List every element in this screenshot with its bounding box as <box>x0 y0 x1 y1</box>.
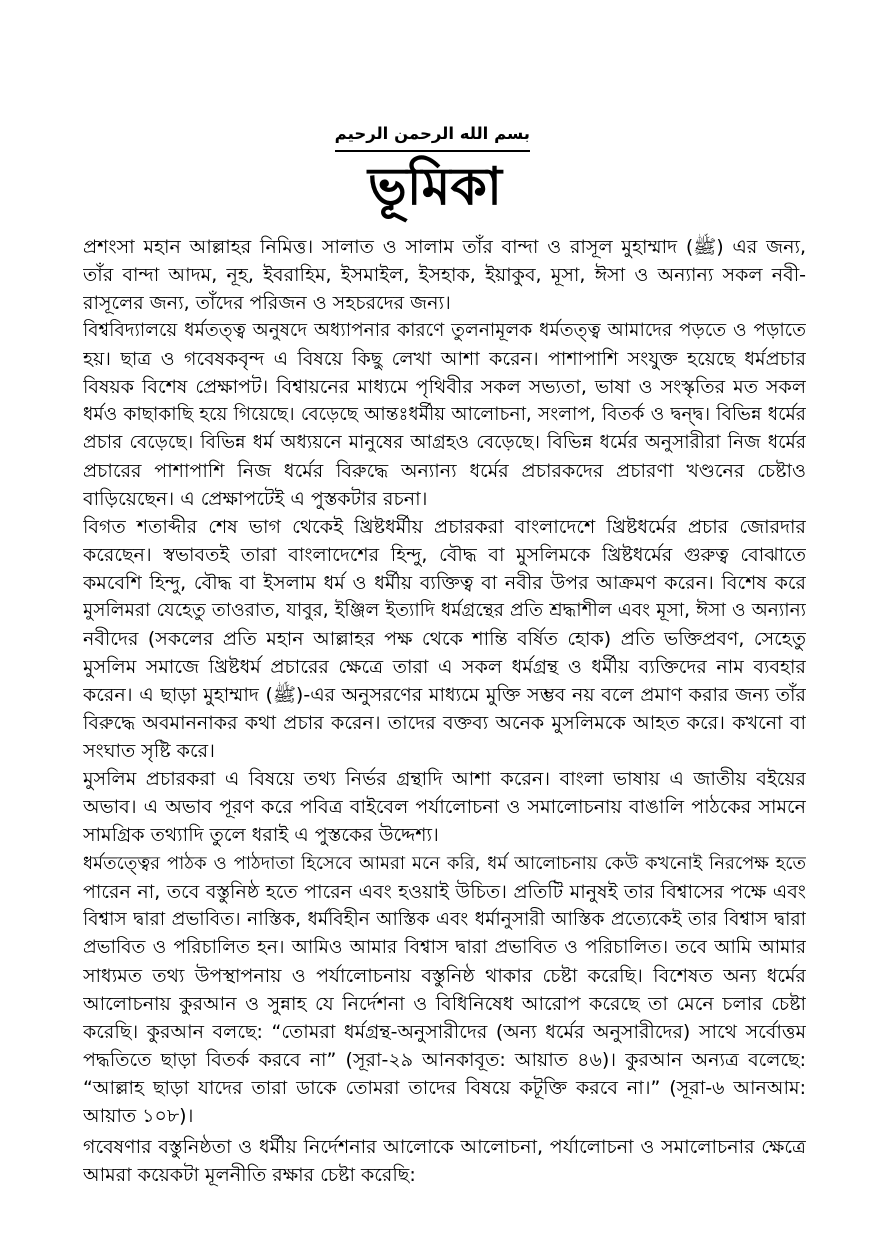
text-line: বিশ্বাস দ্বারা প্রভাবিত। নাস্তিক, ধর্মবিহীন আস্তিক এবং ধর্মানুসারী আস্তিক প্রত্যেকেই তার বিশ্বাস দ্বারা <box>83 909 806 930</box>
text-line: ধর্মতত্ত্বের পাঠক ও পাঠদাতা হিসেবে আমরা মনে করি, ধর্ম আলোচনায় কেউ কখনোই নিরপেক্ষ হতে <box>83 853 806 874</box>
text-line: “আল্লাহ ছাড়া যাদের তারা ডাকে তোমরা তাদের বিষয়ে কটূক্তি করবে না।” (সূরা-৬ আনআম: <box>83 1077 806 1099</box>
text-line: পারেন না, তবে বস্তুনিষ্ঠ হতে পারেন এবং হওয়াই উচিত। প্রতিটি মানুষই তার বিশ্বাসের পক্ষে এবং <box>83 881 806 903</box>
text-line: পদ্ধতিতে ছাড়া বিতর্ক করবে না” (সূরা-২৯ আনকাবূত: আয়াত ৪৬)। কুরআন অন্যত্র বলেছে: <box>83 1049 806 1071</box>
text-line: আয়াত ১০৮)। <box>83 1105 194 1127</box>
text-line: মুসলিমরা যেহেতু তাওরাত, যাবুর, ইঞ্জিল ইত্যাদি ধর্মগ্রন্থের প্রতি শ্রদ্ধাশীল এবং মূসা, ঈসা ও অন্যান্য <box>83 600 806 621</box>
text-line: অভাব। এ অভাব পূরণ করে পবিত্র বাইবেল পর্যালোচনা ও সমালোচনায় বাঙালি পাঠকের সামনে <box>83 796 806 818</box>
text-line: মুসলিম প্রচারকরা এ বিষয়ে তথ্য নির্ভর গ্রন্থাদি আশা করেন। বাংলা ভাষায় এ জাতীয় বইয়ের <box>83 768 806 790</box>
paragraph-3 <box>83 513 806 765</box>
text-line: নবীদের (সকলের প্রতি মহান আল্লাহর পক্ষ থেকে শান্তি বর্ষিত হোক) প্রতি ভক্তিপ্রবণ, সেহেতু <box>83 628 806 650</box>
paragraph-4 <box>83 765 806 849</box>
text-line: বিগত শতাব্দীর শেষ ভাগ থেকেই খ্রিষ্টধর্মীয় প্রচারকরা বাংলাদেশে খ্রিষ্টধর্মের প্রচার জোরদার <box>83 516 806 538</box>
text-line: গবেষণার বস্তুনিষ্ঠতা ও ধর্মীয় নির্দেশনার আলোকে আলোচনা, পর্যালোচনা ও সমালোচনার ক্ষেত্রে <box>83 1136 806 1158</box>
text-line: প্রভাবিত ও পরিচালিত হন। আমিও আমার বিশ্বাস দ্বারা প্রভাবিত ও পরিচালিত। তবে আমি আমার <box>83 937 806 958</box>
text-line: হয়। ছাত্র ও গবেষকবৃন্দ এ বিষয়ে কিছু লেখা আশা করেন। পাশাপাশি সংযুক্ত হয়েছে ধর্মপ্রচার <box>83 348 806 370</box>
text-line: সামগ্রিক তথ্যাদি তুলে ধরাই এ পুস্তকের উদ্দেশ্য। <box>83 824 439 846</box>
text-line: করেছি। কুরআন বলছে: “তোমরা ধর্মগ্রন্থ-অনুসারীদের (অন্য ধর্মের অনুসারীদের) সাথে সর্বোত্তম <box>83 1021 806 1043</box>
paragraph-1 <box>83 233 806 317</box>
text-line: রাসূলের জন্য, তাঁদের পরিজন ও সহচরদের জন্য। <box>83 292 451 314</box>
paragraph-2 <box>83 317 806 513</box>
text-line: আমরা কয়েকটা মূলনীতি রক্ষার চেষ্টা করেছি: <box>83 1164 416 1186</box>
text-line: বিশ্ববিদ্যালয়ে ধর্মতত্ত্ব অনুষদে অধ্যাপনার কারণে তুলনামূলক ধর্মতত্ত্ব আমাদের পড়তে ও পড়াতে <box>83 320 806 341</box>
text-line: বিরুদ্ধে অবমাননাকর কথা প্রচার করেন। তাদের বক্তব্য অনেক মুসলিমকে আহত করে। কখনো বা <box>83 712 806 734</box>
text-line: বাড়িয়েছেন। এ প্রেক্ষাপটেই এ পুস্তকটার রচনা। <box>83 488 428 510</box>
text-line: প্রচারের পাশাপাশি নিজ ধর্মের বিরুদ্ধে অন্যান্য ধর্মের প্রচারকদের প্রচারণা খণ্ডনের চেষ্টাও <box>83 460 806 482</box>
paragraph-5 <box>83 850 806 1130</box>
text-line: ধর্মও কাছাকাছি হয়ে গিয়েছে। বেড়েছে আন্তঃধর্মীয় আলোচনা, সংলাপ, বিতর্ক ও দ্বন্দ্ব। বিভিন্ন ধর্মের <box>83 404 806 425</box>
text-line: সংঘাত সৃষ্টি করে। <box>83 740 215 762</box>
text-line: করেছেন। স্বভাবতই তারা বাংলাদেশের হিন্দু, বৌদ্ধ বা মুসলিমকে খ্রিষ্টধর্মের গুরুত্ব বোঝাতে <box>83 544 806 566</box>
text-line: বিষয়ক বিশেষ প্রেক্ষাপট। বিশ্বায়নের মাধ্যমে পৃথিবীর সকল সভ্যতা, ভাষা ও সংস্কৃতির মত সকল <box>83 376 806 398</box>
text-line: প্রশংসা মহান আল্লাহর নিমিত্ত। সালাত ও সালাম তাঁর বান্দা ও রাসূল মুহাম্মাদ (ﷺ) এর জন্য, <box>83 236 806 258</box>
text-line: আলোচনায় কুরআন ও সুন্নাহ যে নির্দেশনা ও বিধিনিষেধ আরোপ করেছে তা মেনে চলার চেষ্টা <box>83 993 806 1015</box>
bismillah-calligraphy: بسم الله الرحمن الرحيم <box>335 118 530 152</box>
text-line: কমবেশি হিন্দু, বৌদ্ধ বা ইসলাম ধর্ম ও ধর্মীয় ব্যক্তিত্ব বা নবীর উপর আক্রমণ করেন। বিশেষ করে <box>83 572 806 594</box>
text-line: প্রচার বেড়েছে। বিভিন্ন ধর্ম অধ্যয়নে মানুষের আগ্রহও বেড়েছে। বিভিন্ন ধর্মের অনুসারীরা নিজ ধর্মের <box>83 432 806 453</box>
text-line: করেন। এ ছাড়া মুহাম্মাদ (ﷺ)-এর অনুসরণের মাধ্যমে মুক্তি সম্ভব নয় বলে প্রমাণ করার জন্য তাঁর <box>83 684 806 706</box>
page-title: ভূমিকা <box>368 157 502 217</box>
paragraph-6 <box>83 1133 806 1189</box>
text-line: সাধ্যমত তথ্য উপস্থাপনায় ও পর্যালোচনায় বস্তুনিষ্ঠ থাকার চেষ্টা করেছি। বিশেষত অন্য ধর্মের <box>83 965 806 987</box>
text-line: তাঁর বান্দা আদম, নূহ, ইবরাহিম, ইসমাইল, ইসহাক, ইয়াকুব, মূসা, ঈসা ও অন্যান্য সকল নবী- <box>83 264 806 286</box>
text-line: মুসলিম সমাজে খ্রিষ্টধর্ম প্রচারের ক্ষেত্রে তারা এ সকল ধর্মগ্রন্থ ও ধর্মীয় ব্যক্তিদের নাম ব্যবহার <box>83 656 806 678</box>
